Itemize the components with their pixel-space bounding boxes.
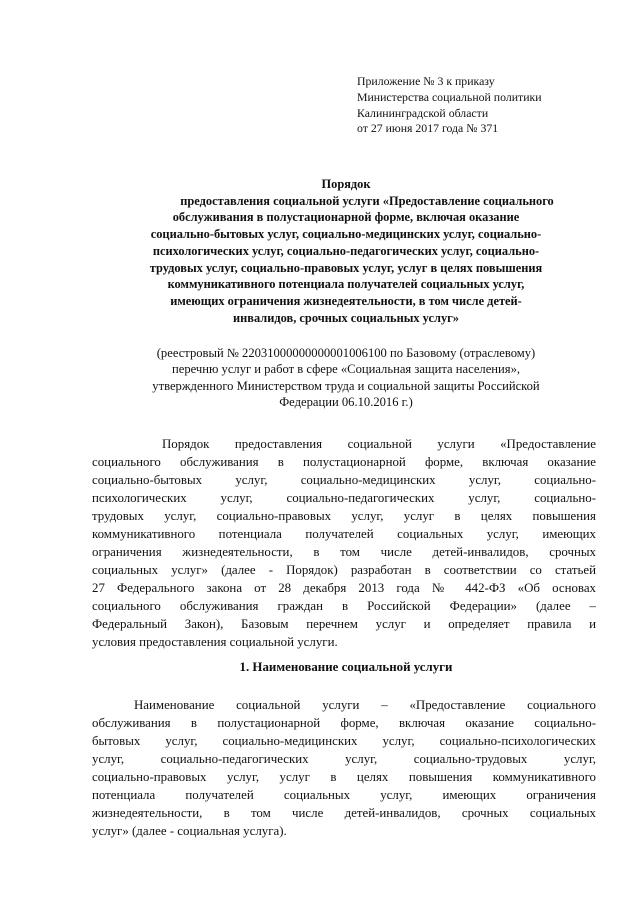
- paragraph-line: трудовых услуг, социально-правовых услуг, услуг в целях повышения: [92, 509, 596, 523]
- paragraph-line: 27 Федерального закона от 28 декабря 2013 года № 442-ФЗ «Об основах: [92, 581, 596, 595]
- title-line: Порядок: [321, 177, 371, 191]
- registry-line: перечню услуг и работ в сфере «Социальная защита населения»,: [171, 362, 521, 377]
- paragraph-line: Наименование социальной услуги – «Предоставление социального: [134, 698, 596, 712]
- paragraph-line: потенциала получателей социальных услуг, имеющих ограничения: [92, 788, 596, 802]
- appendix-line: Министерства социальной политики: [357, 89, 542, 104]
- paragraph-line: обслуживания в полустационарной форме, включая оказание социально-: [92, 716, 596, 730]
- appendix-line: от 27 июня 2017 года № 371: [357, 121, 499, 136]
- appendix-line: Приложение № 3 к приказу: [357, 74, 495, 88]
- title-line: обслуживания в полустационарной форме, включая оказание: [172, 210, 520, 225]
- appendix-note: [357, 74, 617, 137]
- paragraph-line: услуг, социально-педагогических услуг, социально-трудовых услуг,: [92, 752, 596, 766]
- paragraph-line: ограничения жизнедеятельности, в том числе детей-инвалидов, срочных: [92, 545, 596, 559]
- title-line: социально-бытовых услуг, социально-медицинских услуг, социально-: [150, 227, 542, 242]
- title-line: коммуникативного потенциала получателей социальных услуг,: [167, 277, 525, 292]
- paragraph-line: социальных услуг» (далее - Порядок) разработан в соответствии со статьей: [92, 563, 596, 577]
- title-line: инвалидов, срочных социальных услуг»: [233, 310, 459, 325]
- paragraph-line: коммуникативного потенциала получателей социальных услуг, имеющих: [92, 527, 596, 541]
- title-line: имеющих ограничения жизнедеятельности, в том числе детей-: [170, 293, 522, 308]
- paragraph-line: услуг» (далее - социальная услуга).: [92, 824, 287, 838]
- title-line: трудовых услуг, социально-правовых услуг, услуг в целях повышения: [149, 260, 543, 275]
- paragraph-line: социального обслуживания граждан в Российской Федерации» (далее –: [92, 599, 596, 613]
- paragraph-line: бытовых услуг, социально-медицинских услуг, социально-психологических: [92, 734, 596, 748]
- paragraph-line: жизнедеятельности, в том числе детей-инвалидов, срочных социальных: [92, 806, 596, 820]
- paragraph-line: социально-правовых услуг, услуг в целях повышения коммуникативного: [92, 770, 596, 784]
- document-title: [92, 176, 600, 326]
- paragraph-line: Порядок предоставления социальной услуги «Предоставление: [162, 437, 596, 451]
- paragraph-line: социально-бытовых услуг, социально-медицинских услуг, социально-: [92, 473, 596, 487]
- title-line: психологических услуг, социально-педагогических услуг, социально-: [152, 243, 540, 258]
- registry-line: (реестровый № 22031000000000001006100 по Базовому (отраслевому): [156, 346, 536, 360]
- paragraph-line: Федеральный Закон), Базовым перечнем услуг и определяет правила и: [92, 617, 596, 631]
- paragraph-line: социального обслуживания в полустационарной форме, включая оказание: [92, 455, 596, 469]
- title-line: предоставления социальной услуги «Предоставление социального: [180, 193, 554, 208]
- paragraph-line: психологических услуг, социально-педагогических услуг, социально-: [92, 491, 596, 505]
- registry-line: утвержденного Министерством труда и социальной защиты Российской: [152, 378, 540, 393]
- section-heading: 1. Наименование социальной услуги: [239, 660, 453, 674]
- registry-line: Федерации 06.10.2016 г.): [279, 395, 413, 410]
- appendix-line: Калининградской области: [357, 105, 489, 120]
- registry-note: [92, 345, 600, 411]
- paragraph-line: условия предоставления социальной услуги.: [92, 635, 338, 649]
